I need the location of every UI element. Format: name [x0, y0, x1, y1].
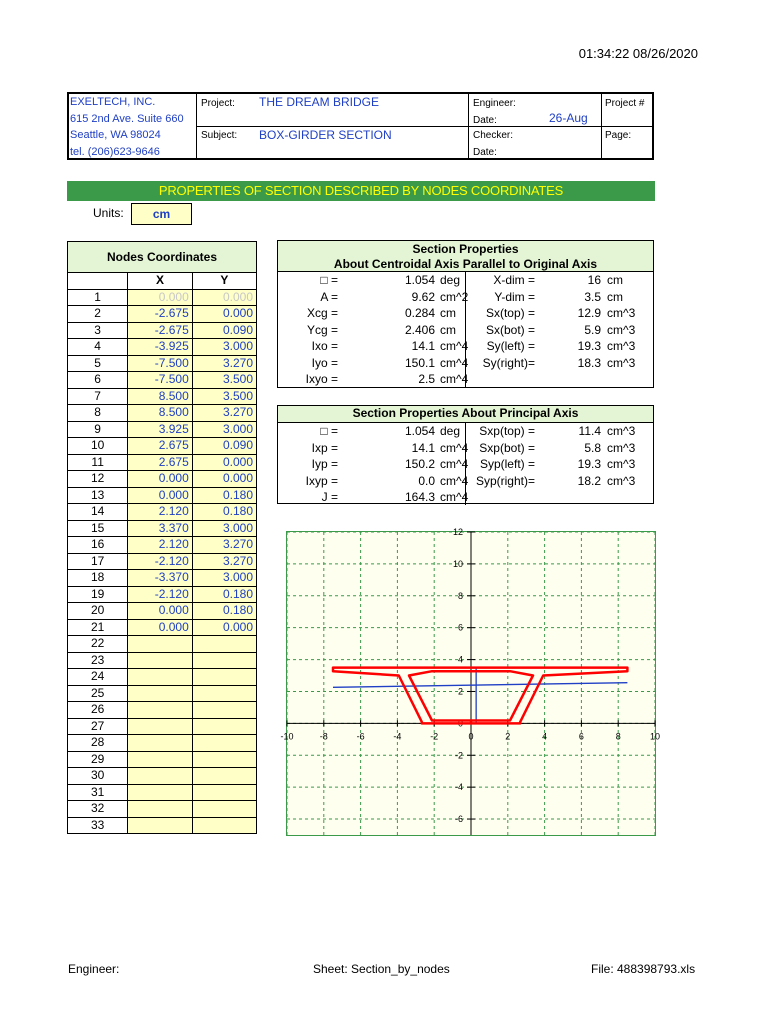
property-unit: cm^3 [607, 424, 636, 438]
node-y-cell[interactable]: 3.500 [192, 372, 256, 389]
property-value: 5.9 [584, 322, 601, 337]
table-row [68, 784, 257, 801]
property-unit: cm^3 [607, 339, 636, 353]
property-row [278, 289, 653, 306]
property-label: J = [321, 490, 338, 504]
node-x-cell[interactable]: -2.120 [128, 553, 192, 570]
node-number: 28 [68, 735, 128, 752]
node-x-cell[interactable]: -2.675 [128, 322, 192, 339]
property-unit: cm^3 [607, 322, 636, 337]
node-y-cell[interactable] [192, 718, 256, 735]
property-label: □ = [320, 424, 338, 438]
table-row [68, 289, 257, 306]
node-number: 9 [68, 421, 128, 438]
page-label: Page: [605, 130, 632, 141]
table-row [68, 471, 257, 488]
property-unit: cm^4 [440, 372, 469, 386]
table-row [68, 537, 257, 554]
property-unit: deg [440, 273, 461, 287]
y-tick-label: 12 [452, 527, 463, 537]
x-tick-label: -6 [356, 731, 365, 742]
x-tick-label: -2 [430, 731, 439, 742]
property-value: 9.62 [411, 289, 435, 304]
node-x-cell[interactable]: -2.675 [128, 306, 192, 323]
node-number: 22 [68, 636, 128, 653]
property-row [278, 322, 653, 339]
property-row [278, 423, 653, 440]
node-y-cell[interactable] [192, 768, 256, 785]
property-row [278, 272, 653, 289]
node-x-cell[interactable]: 0.000 [128, 603, 192, 620]
property-label: X-dim = [493, 273, 535, 287]
property-label: Syp(left) = [479, 457, 535, 471]
node-y-cell[interactable]: 0.180 [192, 586, 256, 603]
node-number: 14 [68, 504, 128, 521]
node-x-cell[interactable]: 8.500 [128, 405, 192, 422]
property-unit: cm^2 [440, 289, 469, 304]
table-row [68, 355, 257, 372]
y-tick-label: -4 [454, 782, 463, 793]
table-row [68, 768, 257, 785]
node-x-cell[interactable] [128, 735, 192, 752]
header-box [67, 92, 654, 160]
node-number: 4 [68, 339, 128, 356]
node-x-cell[interactable]: -7.500 [128, 355, 192, 372]
node-y-cell[interactable]: 3.000 [192, 570, 256, 587]
checker-label: Checker: [473, 130, 514, 141]
property-value: 1.054 [404, 424, 435, 438]
table-row [68, 685, 257, 702]
node-number: 24 [68, 669, 128, 686]
node-y-cell[interactable]: 3.000 [192, 339, 256, 356]
section-chart [280, 527, 661, 836]
property-row [278, 305, 653, 322]
node-number: 29 [68, 751, 128, 768]
property-row [278, 456, 653, 473]
node-y-cell[interactable]: 3.000 [192, 520, 256, 537]
table-row [68, 570, 257, 587]
table-row [68, 504, 257, 521]
node-number: 12 [68, 471, 128, 488]
node-x-cell[interactable]: 0.000 [128, 289, 192, 306]
property-unit: cm [607, 273, 623, 287]
node-x-cell[interactable] [128, 718, 192, 735]
table-row [68, 801, 257, 818]
property-unit: cm^3 [607, 457, 636, 471]
section-plot-svg [280, 527, 661, 835]
property-label: Syp(right)= [475, 473, 535, 488]
table-row [68, 718, 257, 735]
y-col-header: Y [192, 273, 256, 290]
table-row [68, 322, 257, 339]
property-label: Sxp(top) = [479, 424, 535, 438]
property-label: □ = [320, 273, 338, 287]
property-value: 11.4 [578, 424, 601, 438]
node-x-cell[interactable]: 3.925 [128, 421, 192, 438]
subject-value: BOX-GIRDER SECTION [259, 128, 392, 142]
timestamp: 01:34:22 08/26/2020 [578, 46, 698, 61]
node-x-cell[interactable]: 2.120 [128, 504, 192, 521]
table-row [68, 636, 257, 653]
property-value: 18.2 [577, 473, 601, 488]
table-row [68, 520, 257, 537]
x-tick-label: 2 [505, 731, 511, 742]
property-label: Iyp = [311, 457, 338, 471]
property-unit: cm^4 [440, 473, 469, 488]
y-tick-label: -6 [454, 814, 463, 825]
divider [468, 126, 654, 127]
node-y-cell[interactable]: 0.180 [192, 487, 256, 504]
property-row [278, 355, 653, 372]
principal-title: Section Properties About Principal Axis [278, 406, 653, 423]
y-tick-label: 8 [457, 590, 463, 601]
node-number: 10 [68, 438, 128, 455]
node-y-cell[interactable] [192, 735, 256, 752]
node-x-cell[interactable]: 2.675 [128, 454, 192, 471]
table-row [68, 652, 257, 669]
node-y-cell[interactable]: 0.180 [192, 603, 256, 620]
table-row [68, 454, 257, 471]
property-value: 3.5 [584, 289, 601, 304]
node-y-cell[interactable]: 0.000 [192, 619, 256, 636]
property-value: 12.9 [577, 306, 601, 320]
table-row [68, 339, 257, 356]
node-x-cell[interactable]: 2.120 [128, 537, 192, 554]
y-tick-label: 4 [457, 654, 463, 665]
property-value: 164.3 [404, 490, 435, 504]
x-tick-label: -8 [319, 731, 328, 742]
property-value: 14.1 [411, 440, 435, 455]
node-x-cell[interactable] [128, 784, 192, 801]
property-unit: cm^4 [440, 339, 469, 353]
property-label: Ycg = [306, 322, 338, 337]
table-row [68, 306, 257, 323]
property-row [278, 371, 653, 388]
table-row [68, 735, 257, 752]
property-unit: cm^3 [607, 355, 636, 370]
x-tick-label: 4 [542, 731, 548, 742]
x-tick-label: -10 [280, 731, 294, 742]
table-row [68, 669, 257, 686]
x-tick-label: 8 [615, 731, 621, 742]
table-row [68, 405, 257, 422]
node-x-cell[interactable]: -3.370 [128, 570, 192, 587]
node-number: 30 [68, 768, 128, 785]
property-label: Ixo = [311, 339, 338, 353]
node-number: 1 [68, 289, 128, 306]
section-title-bar: PROPERTIES OF SECTION DESCRIBED BY NODES COORDINATES [67, 181, 655, 201]
property-unit: cm^4 [440, 490, 469, 504]
property-row [278, 440, 653, 457]
node-number: 13 [68, 487, 128, 504]
property-unit: cm [440, 322, 456, 337]
property-label: Sy(right)= [482, 355, 535, 370]
node-y-cell[interactable]: 0.000 [192, 289, 256, 306]
property-label: Sxp(bot) = [479, 440, 535, 455]
property-label: Y-dim = [494, 289, 535, 304]
property-row [278, 489, 653, 506]
property-label: Sx(bot) = [485, 322, 535, 337]
node-number: 15 [68, 520, 128, 537]
x-tick-label: 10 [649, 731, 661, 742]
table-row [68, 421, 257, 438]
node-number: 23 [68, 652, 128, 669]
node-y-cell[interactable] [192, 702, 256, 719]
nodes-title: Nodes Coordinates [68, 242, 257, 273]
property-unit: cm^4 [440, 355, 469, 370]
node-number: 5 [68, 355, 128, 372]
node-y-cell[interactable]: 3.270 [192, 355, 256, 372]
node-y-cell[interactable]: 0.000 [192, 306, 256, 323]
node-x-cell[interactable]: -3.925 [128, 339, 192, 356]
node-y-cell[interactable]: 0.000 [192, 471, 256, 488]
node-number: 11 [68, 454, 128, 471]
x-tick-label: -4 [393, 731, 402, 742]
node-x-cell[interactable]: 2.675 [128, 438, 192, 455]
node-y-cell[interactable] [192, 817, 256, 834]
node-x-cell[interactable] [128, 702, 192, 719]
property-unit: cm [440, 306, 456, 320]
table-row [68, 372, 257, 389]
node-y-cell[interactable]: 0.180 [192, 504, 256, 521]
property-value: 150.2 [404, 457, 435, 471]
date-value: 26-Aug [549, 111, 588, 125]
node-y-cell[interactable] [192, 652, 256, 669]
property-unit: cm^4 [440, 440, 469, 455]
y-tick-label: -2 [454, 750, 463, 761]
node-number: 19 [68, 586, 128, 603]
company-phone: tel. (206)623-9646 [70, 146, 160, 158]
node-y-cell[interactable]: 0.000 [192, 454, 256, 471]
node-x-cell[interactable] [128, 768, 192, 785]
units-input[interactable]: cm [131, 203, 192, 225]
property-value: 14.1 [411, 339, 435, 353]
table-row [68, 702, 257, 719]
footer-engineer: Engineer: [68, 962, 120, 976]
node-number: 2 [68, 306, 128, 323]
node-x-cell[interactable] [128, 636, 192, 653]
engineer-label: Engineer: [473, 98, 516, 109]
x-tick-label: 0 [468, 731, 474, 742]
property-label: Sx(top) = [485, 306, 535, 320]
node-number: 6 [68, 372, 128, 389]
property-value: 1.054 [404, 273, 435, 287]
property-value: 16 [587, 273, 601, 287]
node-y-cell[interactable]: 0.090 [192, 322, 256, 339]
footer-file: File: 488398793.xls [591, 962, 696, 976]
node-number: 32 [68, 801, 128, 818]
node-x-cell[interactable]: -2.120 [128, 586, 192, 603]
project-label: Project: [201, 98, 235, 109]
property-label: Ixp = [311, 440, 338, 455]
company-name: EXELTECH, INC. [70, 96, 156, 108]
property-value: 18.3 [577, 355, 601, 370]
node-x-cell[interactable] [128, 751, 192, 768]
node-number: 33 [68, 817, 128, 834]
node-y-cell[interactable]: 3.270 [192, 553, 256, 570]
property-value: 19.3 [577, 339, 601, 353]
node-x-cell[interactable] [128, 801, 192, 818]
node-x-cell[interactable]: 8.500 [128, 388, 192, 405]
x-tick-label: 6 [578, 731, 584, 742]
property-value: 5.8 [584, 440, 601, 455]
property-value: 0.284 [404, 306, 435, 320]
node-y-cell[interactable] [192, 636, 256, 653]
project-value: THE DREAM BRIDGE [259, 95, 380, 109]
node-number: 31 [68, 784, 128, 801]
table-row [68, 487, 257, 504]
node-number: 26 [68, 702, 128, 719]
property-unit: cm^3 [607, 306, 636, 320]
node-y-cell[interactable]: 3.270 [192, 405, 256, 422]
divider [196, 126, 468, 127]
node-number: 21 [68, 619, 128, 636]
y-tick-label: 6 [457, 622, 463, 633]
y-tick-label: 2 [457, 686, 463, 697]
property-label: Sy(left) = [486, 339, 535, 353]
principal-properties-panel [277, 405, 654, 504]
centroidal-properties-panel [277, 240, 654, 388]
node-number: 3 [68, 322, 128, 339]
node-y-cell[interactable]: 3.500 [192, 388, 256, 405]
date2-label: Date: [473, 147, 497, 158]
node-col-header [68, 273, 128, 290]
node-y-cell[interactable] [192, 685, 256, 702]
node-y-cell[interactable]: 3.270 [192, 537, 256, 554]
node-number: 27 [68, 718, 128, 735]
divider [601, 94, 602, 158]
node-x-cell[interactable]: 3.370 [128, 520, 192, 537]
table-row [68, 817, 257, 834]
subject-label: Subject: [201, 130, 238, 141]
x-col-header: X [128, 273, 192, 290]
table-row [68, 438, 257, 455]
node-y-cell[interactable] [192, 801, 256, 818]
node-x-cell[interactable]: -7.500 [128, 372, 192, 389]
property-unit: cm [607, 289, 623, 304]
table-row [68, 586, 257, 603]
y-tick-label: 0 [457, 718, 463, 729]
footer-sheet: Sheet: Section_by_nodes [313, 962, 450, 976]
table-row [68, 388, 257, 405]
node-number: 7 [68, 388, 128, 405]
company-city: Seattle, WA 98024 [70, 129, 161, 141]
table-row [68, 603, 257, 620]
table-row [68, 751, 257, 768]
date-label: Date: [473, 115, 497, 126]
property-value: 2.406 [404, 322, 435, 337]
units-label: Units: [93, 206, 124, 220]
centroidal-title-2: About Centroidal Axis Parallel to Original Axis [333, 257, 598, 271]
y-tick-label: 10 [452, 558, 463, 569]
node-number: 18 [68, 570, 128, 587]
property-label: A = [320, 289, 338, 304]
node-y-cell[interactable]: 0.090 [192, 438, 256, 455]
node-x-cell[interactable] [128, 685, 192, 702]
property-value: 0.0 [418, 473, 435, 488]
property-label: Ixyo = [305, 372, 338, 386]
node-x-cell[interactable]: 0.000 [128, 487, 192, 504]
company-address: 615 2nd Ave. Suite 660 [70, 113, 184, 125]
nodes-table [67, 241, 257, 834]
property-row [278, 473, 653, 490]
node-x-cell[interactable]: 0.000 [128, 619, 192, 636]
property-label: Iyo = [311, 355, 338, 370]
table-row [68, 619, 257, 636]
property-row [278, 338, 653, 355]
property-value: 2.5 [418, 372, 435, 386]
node-x-cell[interactable]: 0.000 [128, 471, 192, 488]
node-number: 8 [68, 405, 128, 422]
property-unit: deg [440, 424, 461, 438]
node-number: 20 [68, 603, 128, 620]
property-unit: cm^3 [607, 473, 636, 488]
project-number-label: Project # [605, 98, 645, 109]
node-y-cell[interactable] [192, 784, 256, 801]
node-x-cell[interactable] [128, 817, 192, 834]
node-x-cell[interactable] [128, 669, 192, 686]
section-outline [333, 668, 627, 724]
property-value: 150.1 [404, 355, 435, 370]
node-number: 16 [68, 537, 128, 554]
node-number: 25 [68, 685, 128, 702]
property-value: 19.3 [577, 457, 601, 471]
property-label: Ixyp = [305, 473, 338, 488]
property-unit: cm^3 [607, 440, 636, 455]
table-row [68, 553, 257, 570]
node-x-cell[interactable] [128, 652, 192, 669]
property-label: Xcg = [306, 306, 338, 320]
node-y-cell[interactable] [192, 669, 256, 686]
node-number: 17 [68, 553, 128, 570]
centroidal-title-1: Section Properties [412, 242, 519, 256]
property-unit: cm^4 [440, 457, 469, 471]
node-y-cell[interactable]: 3.000 [192, 421, 256, 438]
principal-x-axis [333, 683, 627, 688]
node-y-cell[interactable] [192, 751, 256, 768]
